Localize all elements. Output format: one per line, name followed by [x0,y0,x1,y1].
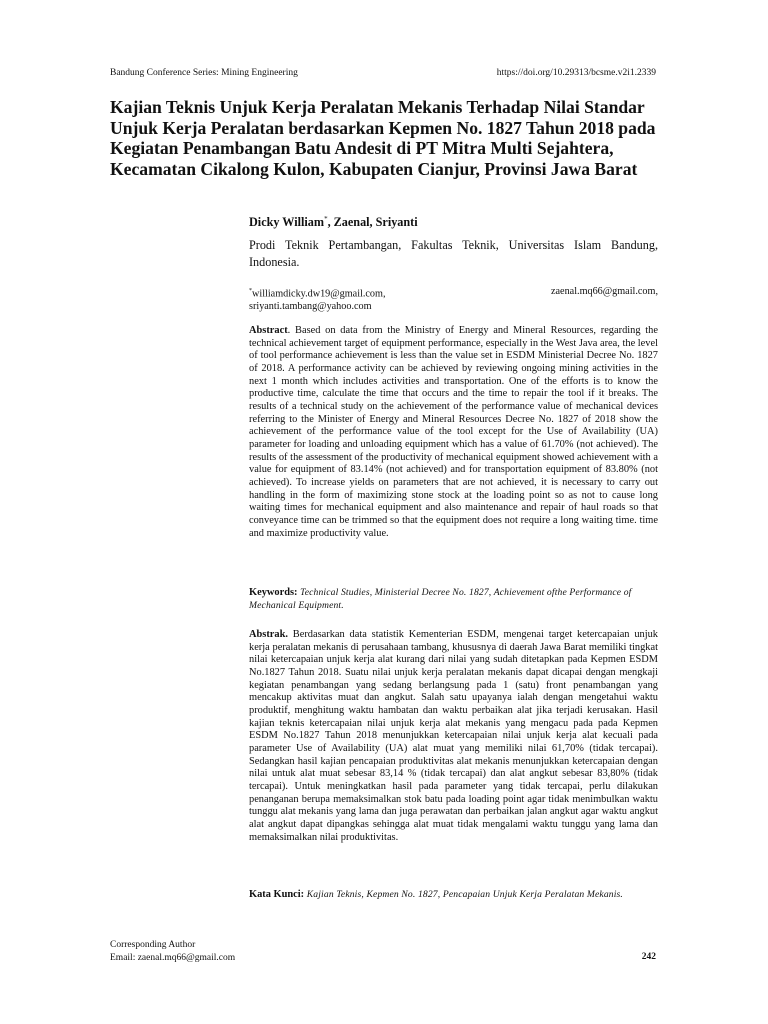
email-link[interactable]: sriyanti.tambang@yahoo.com [249,301,372,313]
author-first: Dicky William [249,215,325,230]
footer-corresponding [110,939,235,965]
abstrak-label: Abstrak. [249,629,288,640]
author-emails [249,285,658,313]
email-link[interactable]: williamdicky.dw19@gmail.com, [252,288,386,300]
kata-kunci [249,889,658,902]
kata-kunci-label: Kata Kunci: [249,889,305,900]
corresponding-email[interactable]: Email: zaenal.mq66@gmail.com [110,953,236,963]
abstract-indonesian [249,629,658,844]
email-mark: * [249,288,252,294]
paper-title: Kajian Teknis Unjuk Kerja Peralatan Mekanis Terhadap Nilai Standar Unjuk Kerja Peralatan berdasarkan Kepmen No. 1827 Tahun 2018 pada Kegiatan Penambangan Batu Andesit di PT Mitra Multi Sejahtera, Kecamatan Cikalong Kulon, Kabupaten Cianjur, Provinsi Jawa Barat [110,97,656,179]
abstract-label: Abstract [249,325,288,336]
abstract-text: . Based on data from the Ministry of Energy and Mineral Resources, regarding the technical achievement target of equipment performance, especially in the West Java area, the level of tool performance achievement is less than the value set in ESDM Ministerial Decree No. 1827 of 2018. A performance activity can be achieved by reviewing ongoing mining activities in the next 1 month which includes activities and transportation. One of the efforts is to know the productive time, calculate the time that occurs and the time to repair the tool if it breaks. The results of a technical study on the achievement of the performance value of mechanical devices referring to the Minister of Energy and Mineral Resources Decree No. 1827 of 2018 show the achievement of the performance value of the tool except for the Use of Availability (UA) parameter for loading and unloading equipment which has a value of 61.70% (not achieved). The results of the assessment of the productivity of mechanical equipment showed achievement with a value for equipment of 83.14% (not achieved) and for transportation equipment of 83.80% (not achieved). To increase yields on parameters that are not achieved, it is necessary to carry out handling in the form of maximizing stone stock at the loading point so as not to cause long waiting times for mechanical equipment and also maintenance and repair of haul roads so that conveyance time can be trimmed so that the equipment does not require a long waiting time. time and maximize productivity value. [249,325,658,539]
email-link[interactable]: zaenal.mq66@gmail.com, [551,286,658,297]
keywords [249,587,658,613]
affiliation: Prodi Teknik Pertambangan, Fakultas Teknik, Universitas Islam Bandung, Indonesia. [249,238,658,269]
kata-kunci-text: Kajian Teknis, Kepmen No. 1827, Pencapaian Unjuk Kerja Peralatan Mekanis. [306,889,623,900]
keywords-label: Keywords: [249,587,298,598]
corresponding-mark: * [324,215,328,223]
abstrak-text: Berdasarkan data statistik Kementerian ESDM, mengenai target ketercapaian unjuk kerja peralatan mekanis di perusahaan tambang, khususnya di daerah Jawa Barat memiliki tingkat nilai ketercapaian unjuk kerja alat kurang dari nilai yang sudah ditetapkan pada Kepmen ESDM No.1827 Tahun 2018. Suatu nilai unjuk kerja peralatan mekanis dapat dicapai dengan mengkaji kegiatan penambangan yang sedang berlangsung pada 1 (satu) front penambangan yang mencakup aktivitas muat dan angkut. Salah satu upayanya ialah dengan mengetahui waktu produktif, menghitung waktu hambatan dan waktu perbaikan alat jika terjadi kerusakan. Hasil kajian teknis ketercapaian nilai unjuk kerja alat mekanis yang mengacu pada pada Kepmen ESDM No.1827 Tahun 2018 menunjukkan ketercapaian nilai unjuk kerja alat kecuali pada parameter Use of Availability (UA) alat muat yang memiliki nilai 61,70% (tidak tercapai). Sedangkan hasil kajian pencapaian produktivitas alat mekanis menunjukkan ketercapaian dengan nilai untuk alat muat sebesar 83,14 % (tidak tercapai) dan alat angkut sebesar 83,80% (tidak tercapai). Untuk meningkatkan hasil pada parameter yang tidak tercapai, perlu dilakukan penanganan berupa memaksimalkan stok batu pada loading point agar tidak menimbulkan waktu tunggu alat mekanis yang lama dan juga perawatan dan perbaikan jalan angkut agar waktu angkut alat angkut dapat dipangkas sehingga alat muat tidak mengalami waktu tunggu yang lama dan memaksimalkan nilai produktivitas. [249,629,658,843]
doi-link[interactable]: https://doi.org/10.29313/bcsme.v2i1.2339 [496,68,656,78]
running-header-journal: Bandung Conference Series: Mining Engineering [110,68,298,78]
page-number: 242 [641,952,656,962]
keywords-text: Technical Studies, Ministerial Decree No. 1827, Achievement ofthe Performance of Mechanical Equipment. [249,587,632,611]
corresponding-label: Corresponding Author [110,940,196,950]
author-list [249,215,658,230]
abstract-english [249,325,658,540]
author-rest: , Zaenal, Sriyanti [327,215,418,230]
